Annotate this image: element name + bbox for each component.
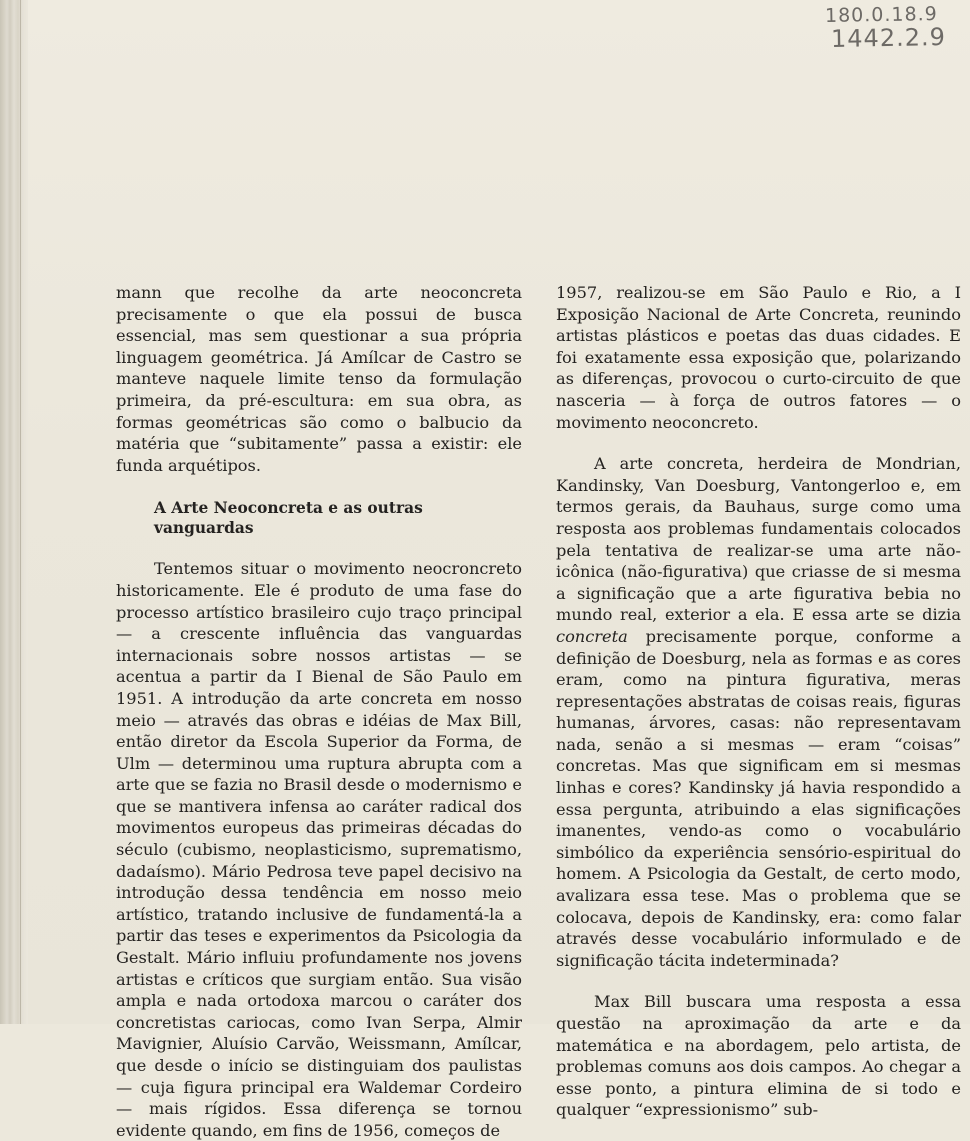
binding-crease [20,0,21,1024]
left-text-column [116,282,522,1141]
paragraph-spacer [556,433,961,453]
pencil-annotation-line-1: 180.0.18.9 [825,3,939,27]
right-paragraph-2-text-b: precisamente porque, conforme a definição de Doesburg, nela as formas e as cores eram, como na pintura figurativa, meras representações abstratas de coisas reais, figuras humanas, árvores, casas: não representavam nada, senão a si mesmas — eram “coisas” concretas. Mas que significam em si mesmas linhas e cores? Kandinsky já havia respondido a essa pergunta, atribuindo a elas significações imanentes, vendo-as como o vocabulário simbólico da experiência sensório-espiritual do homem. A Psicologia da Gestalt, de certo modo, avalizara essa tese. Mas o problema que se colocava, depois de Kandinsky, era: como falar através desse vocabulário informulado e de significação tácita indeterminada? [556,626,961,970]
right-paragraph-3: Max Bill buscara uma resposta a essa questão na aproximação da arte e da matemática e na abordagem, pelo artista, de problemas comuns aos dois campos. Ao chegar a esse ponto, a pintura elimina de si todo e qualquer “expressionismo” sub- [556,992,961,1120]
paragraph-spacer [556,971,961,991]
left-paragraph-2: Tentemos situar o movimento neocroncreto historicamente. Ele é produto de uma fase do processo artístico brasileiro cujo traço principal — a crescente influência das vanguardas internacionais sobre nossos artistas — se acentua a partir da I Bienal de São Paulo em 1951. A introdução da arte concreta em nosso meio — através das obras e idéias de Max Bill, então diretor da Escola Superior da Forma, de Ulm — determinou uma ruptura abrupta com a arte que se fazia no Brasil desde o modernismo e que se mantivera infensa ao caráter radical dos movimentos europeus das primeiras décadas do século (cubismo, neoplasticismo, suprematismo, dadaísmo). Mário Pedrosa teve papel decisivo na introdução dessa tendência em nosso meio artístico, tratando inclusive de fundamentá-la a partir das teses e experimentos da Psicologia da Gestalt. Mário influiu profundamente nos jovens artistas e críticos que surgiam então. Sua visão ampla e nada ortodoxa marcou o caráter dos concretistas cariocas, como Ivan Serpa, Almir Mavignier, Aluísio Carvão, Weissmann, Amílcar, que desde o início se distinguiam dos paulistas — cuja figura principal era Waldemar Cordeiro — mais rígidos. Essa diferença se tornou evidente quando, em fins de 1956, começos de [116,559,522,1140]
right-text-column [556,282,961,1121]
right-paragraph-2-text-a: A arte concreta, herdeira de Mondrian, Kandinsky, Van Doesburg, Vantongerloo e, em termos gerais, da Bauhaus, surge como uma resposta aos problemas fundamentais colocados pela tentativa de realizar-se uma arte não-icônica (não-figurativa) que criasse de si mesma a significação que a arte figurativa bebia no mundo real, exterior a ela. E essa arte se dizia [556,454,961,625]
book-binding-edge [0,0,28,1024]
section-heading: A Arte Neoconcreta e as outras vanguardas [154,499,423,538]
right-paragraph-2-italic-word: concreta [556,626,628,646]
pencil-annotation-line-2: 1442.2.9 [830,22,947,54]
right-paragraph-2 [556,453,961,971]
right-paragraph-1: 1957, realizou-se em São Paulo e Rio, a I Exposição Nacional de Arte Concreta, reunindo artistas plásticos e poetas das duas cidades. E foi exatamente essa exposição que, polarizando as diferenças, provocou o curto-circuito de que nasceria — à força de outros fatores — o movimento neoconcreto. [556,283,961,432]
left-paragraph-1: mann que recolhe da arte neoconcreta precisamente o que ela possui de busca essencial, mas sem questionar a sua própria linguagem geométrica. Já Amílcar de Castro se manteve naquele limite tenso da formulação primeira, da pré-escultura: em sua obra, as formas geométricas são como o balbucio da matéria que “subitamente” passa a existir: ele funda arquétipos. [116,283,522,475]
